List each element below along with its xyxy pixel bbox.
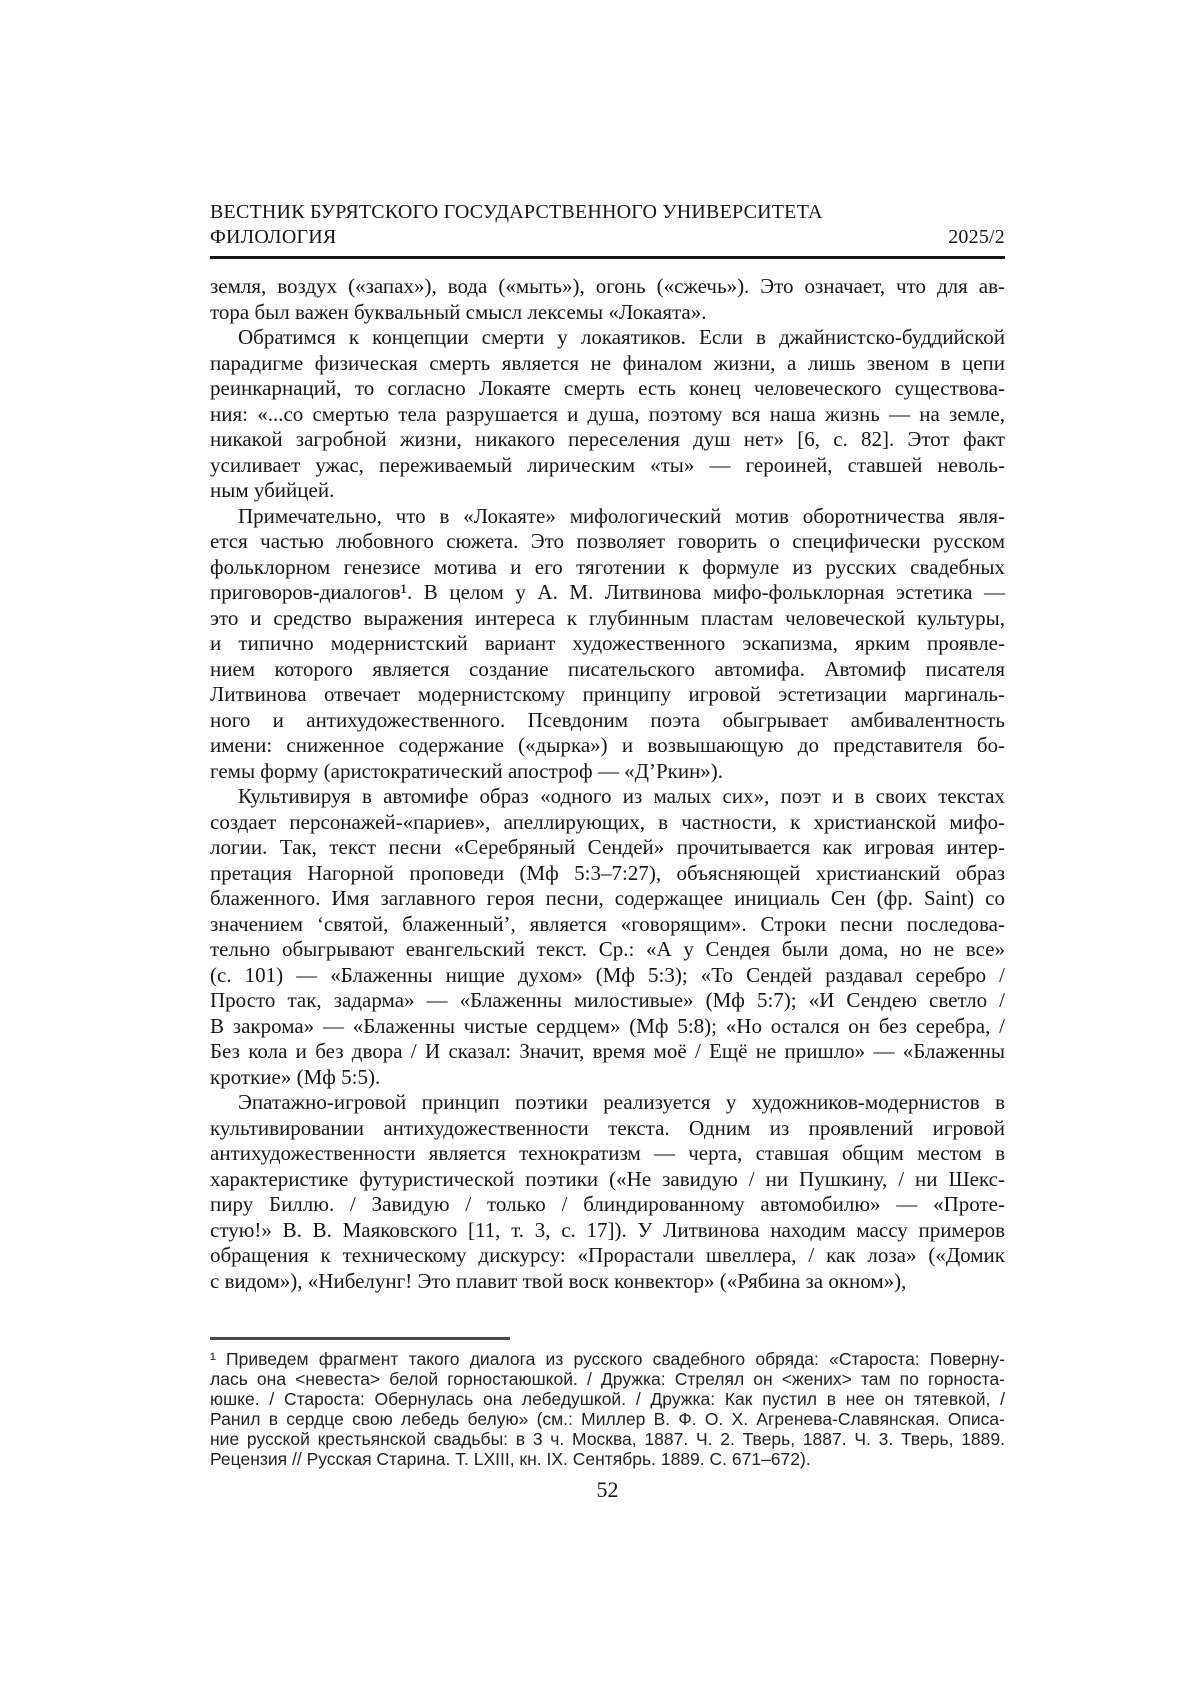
article-body [210, 274, 1005, 1294]
body-line: создает персонажей-«париев», апеллирующих, в частности, к христианской мифо- [210, 809, 1005, 834]
body-line: ного и антихудожественного. Псевдоним поэта обыгрывает амбивалентность [210, 707, 1005, 732]
journal-issue: 2025/2 [948, 226, 1005, 248]
body-line: ным убийцей. [210, 478, 335, 502]
body-line: (с. 101) — «Блаженны нищие духом» (Мф 5:3); «То Сендей раздавал серебро / [210, 962, 1005, 987]
body-line: никакой загробной жизни, никакого переселения душ нет» [6, с. 82]. Этот факт [210, 427, 1005, 451]
body-line: фольклорном генезисе мотива и его тяготении к формуле из русских свадебных [210, 554, 1005, 579]
body-line: антихудожественности является технократизм — черта, ставшая общим местом в [210, 1141, 1005, 1165]
body-line: Эпатажно-игровой принцип поэтики реализуется у художников-модернистов в [238, 1090, 1005, 1114]
body-line: пиру Биллю. / Завидую / только / блиндированному автомобилю» — «Проте- [210, 1192, 1005, 1216]
body-line: реинкарнаций, то согласно Локаяте смерть есть конец человеческого существова- [210, 376, 1005, 400]
body-line: характеристике футуристической поэтики («Не завидую / ни Пушкину, / ни Шекс- [210, 1166, 1005, 1191]
body-line: В закрома» — «Блаженны чистые сердцем» (Мф 5:8); «Но остался он без серебра, / [210, 1013, 1005, 1038]
footnote-line: ¹ Приведем фрагмент такого диалога из русского свадебного обряда: «Староста: Поверну- [210, 1349, 1005, 1369]
footnote [210, 1349, 1005, 1469]
body-line: тельно обыгрывают евангельский текст. Ср.: «А у Сендея были дома, но не все» [210, 937, 1005, 961]
body-line: значением ‘святой, блаженный’, является «говорящим». Строки песни последова- [210, 911, 1005, 936]
body-line: стую!» В. В. Маяковского [11, т. 3, с. 17]). У Литвинова находим массу примеров [210, 1217, 1005, 1242]
body-line: Примечательно, что в «Локаяте» мифологический мотив оборотничества явля- [238, 503, 1005, 528]
body-line: Обратимся к концепции смерти у локаятиков. Если в джайнистско-буддийской [238, 325, 1005, 349]
footnote-line: Рецензия // Русская Старина. Т. LXIII, кн. IX. Сентябрь. 1889. С. 671–672). [210, 1449, 811, 1469]
body-line: кроткие» (Мф 5:5). [210, 1064, 381, 1089]
body-line: усиливает ужас, переживаемый лирическим «ты» — героиней, ставшей неволь- [210, 452, 1005, 477]
body-line: парадигме физическая смерть является не финалом жизни, а лишь звеном в цепи [210, 350, 1005, 375]
footnote-line: лась она <невеста> белой горностаюшкой. / Дружка: Стрелял он <жених> там по горноста- [210, 1369, 1005, 1389]
body-line: Литвинова отвечает модернистскому принципу игровой эстетизации маргиналь- [210, 682, 1005, 706]
journal-section: ФИЛОЛОГИЯ [210, 226, 337, 248]
body-line: с видом»), «Нибелунг! Это плавит твой воск конвектор» («Рябина за окном»), [210, 1268, 907, 1293]
body-line: ния: «...со смертью тела разрушается и душа, поэтому вся наша жизнь — на земле, [210, 401, 1005, 426]
body-line: и типично модернистский вариант художественного эскапизма, ярким проявле- [210, 631, 1005, 655]
body-line: обращения к техническому дискурсу: «Прорастали швеллера, / как лоза» («Домик [210, 1243, 1005, 1267]
body-line: имени: сниженное содержание («дырка») и возвышающую до представителя бо- [210, 733, 1005, 757]
body-line: блаженного. Имя заглавного героя песни, содержащее инициаль Сен (фр. Saint) со [210, 886, 1005, 910]
body-line: претация Нагорной проповеди (Мф 5:3–7:27), объясняющей христианский образ [210, 860, 1005, 885]
body-line: логии. Так, текст песни «Серебряный Сендей» прочитывается как игровая интер- [210, 835, 1005, 859]
body-line: культивировании антихудожественности текста. Одним из проявлений игровой [210, 1115, 1005, 1140]
body-line: Без кола и без двора / И сказал: Значит, время моё / Ещё не пришло» — «Блаженны [210, 1039, 1005, 1063]
body-line: гемы форму (аристократический апостроф — «Д’Ркин»). [210, 758, 724, 783]
body-line: Просто так, задарма» — «Блаженны милостивые» (Мф 5:7); «И Сендею светло / [210, 988, 1005, 1012]
body-line: приговоров-диалогов¹. В целом у А. М. Литвинова мифо-фольклорная эстетика — [210, 580, 1005, 604]
body-line: это и средство выражения интереса к глубинным пластам человеческой культуры, [210, 605, 1005, 630]
page-number: 52 [596, 1477, 619, 1502]
footnote-rule [210, 1337, 510, 1340]
body-line: ется частью любовного сюжета. Это позволяет говорить о специфически русском [210, 529, 1005, 553]
body-line: тора был важен буквальный смысл лексемы «Локаята». [210, 299, 707, 324]
footnote-line: Ранил в сердце свою лебедь белую» (см.: Миллер В. Ф. О. Х. Агренева-Славянская. Описа- [210, 1409, 1005, 1429]
journal-title: ВЕСТНИК БУРЯТСКОГО ГОСУДАРСТВЕННОГО УНИВЕРСИТЕТА [210, 201, 823, 223]
journal-page [210, 200, 1005, 1503]
header-second-line [210, 225, 1005, 250]
footnote-line: юшке. / Староста: Обернулась она лебедушкой. / Дружка: Как пустил в нее он тятевкой, / [210, 1389, 1005, 1409]
body-line: земля, воздух («запах»), вода («мыть»), огонь («сжечь»). Это означает, что для ав- [210, 274, 1005, 298]
body-line: Культивируя в автомифе образ «одного из малых сих», поэт и в своих текстах [238, 784, 1005, 808]
header-rule [210, 256, 1005, 259]
body-line: нием которого является создание писательского автомифа. Автомиф писателя [210, 656, 1005, 681]
footnote-line: ние русской крестьянской свадьбы: в 3 ч. Москва, 1887. Ч. 2. Тверь, 1887. Ч. 3. Тверь, 1889. [210, 1429, 1005, 1449]
